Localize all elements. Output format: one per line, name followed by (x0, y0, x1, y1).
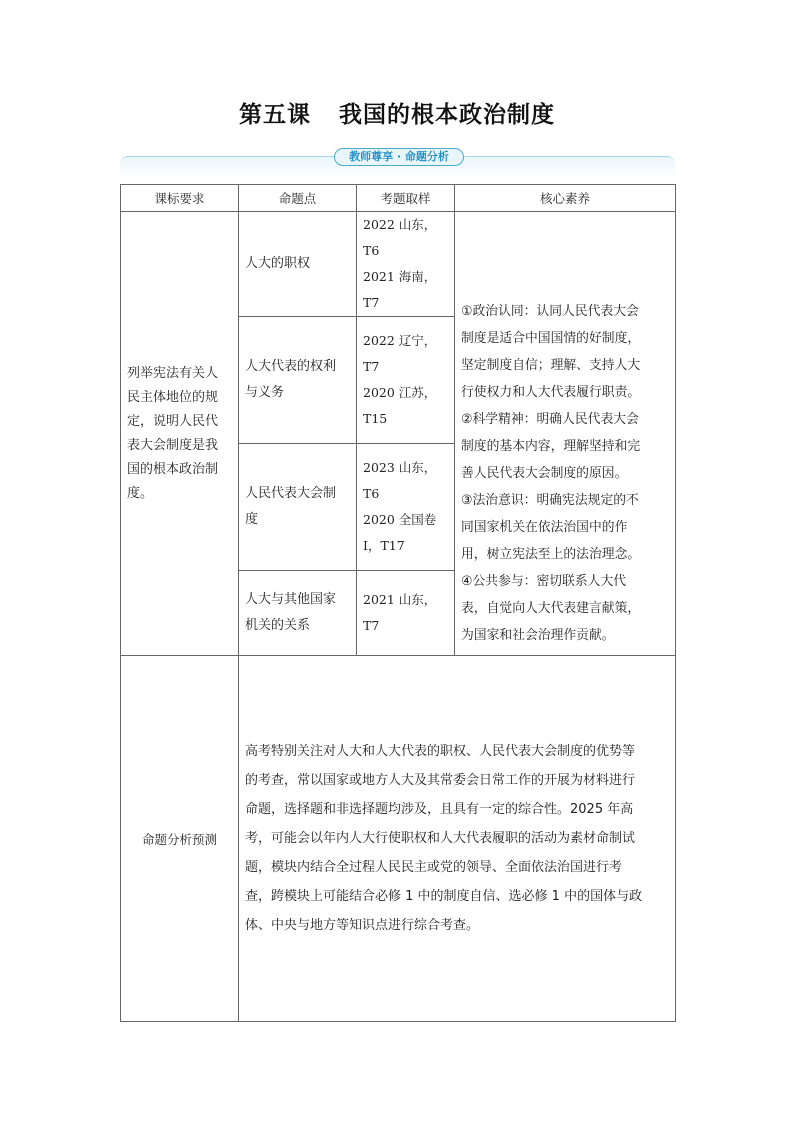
prediction-row (121, 656, 676, 1022)
point-cell: 人大的职权 (239, 212, 357, 317)
point-cell: 人大与其他国家 机关的关系 (239, 571, 357, 656)
header-requirement: 课标要求 (121, 185, 239, 212)
samples-cell: 2022 辽宁， T7 2020 江苏， T15 (357, 317, 455, 444)
page-title (0, 96, 794, 129)
core-line: ②科学精神：明确人民代表大会 (461, 412, 639, 427)
requirement-cell: 列举宪法有关人 民主体地位的规 定，说明人民代 表大会制度是我 国的根本政治制 度。 (121, 212, 239, 656)
core-line: 表，自觉向人大代表建言献策， (461, 601, 641, 616)
header-row (121, 185, 676, 212)
header-core: 核心素养 (455, 185, 676, 212)
core-line: 行使权力和人大代表履行职责。 (461, 385, 641, 400)
table-row (121, 212, 676, 317)
lesson-number: 第五课 (239, 101, 311, 128)
samples-cell: 2022 山东， T6 2021 海南， T7 (357, 212, 455, 317)
point-cell: 人大代表的权利 与义务 (239, 317, 357, 444)
point-cell: 人民代表大会制 度 (239, 444, 357, 571)
prediction-label: 命题分析预测 (121, 656, 239, 1022)
samples-cell: 2021 山东， T7 (357, 571, 455, 656)
banner-label: 教师尊享 · 命题分析 (334, 148, 464, 166)
core-line: 为国家和社会治理作贡献。 (461, 628, 615, 643)
core-line: 坚定制度自信；理解、支持人大 (461, 358, 641, 373)
prediction-text: 高考特别关注对人大和人大代表的职权、人民代表大会制度的优势等 的考查，常以国家或地方人大及其常委会日常工作的开展为材料进行 命题，选择题和非选择题均涉及，且具有一定的综合性。2025 年高 考，可能会以年内人大行使职权和人大代表履职的活动为素材命制试 题，模块内结合全过程人民民主或党的领导、全面依法治国进行考 查，跨模块上可能结合必修 1 中的制度自信、选必修 1 中的国体与政 体、中央与地方等知识点进行综合考查。 (239, 656, 676, 1022)
core-line: 善人民代表大会制度的原因。 (461, 466, 628, 481)
core-line: 制度的基本内容，理解坚持和完 (461, 439, 641, 454)
core-line: 用，树立宪法至上的法治理念。 (461, 547, 641, 562)
analysis-table (120, 184, 676, 1022)
header-samples: 考题取样 (357, 185, 455, 212)
core-line: ③法治意识：明确宪法规定的不 (461, 493, 639, 508)
samples-cell: 2023 山东， T6 2020 全国卷 Ⅰ，T17 (357, 444, 455, 571)
core-line: ④公共参与：密切联系人大代 (461, 574, 627, 589)
core-cell (455, 212, 676, 656)
core-line: 制度是适合中国国情的好制度， (461, 331, 641, 346)
core-text (461, 298, 669, 649)
core-line: 同国家机关在依法治国中的作 (461, 520, 628, 535)
header-point: 命题点 (239, 185, 357, 212)
core-line: ①政治认同：认同人民代表大会 (461, 304, 639, 319)
lesson-name: 我国的根本政治制度 (339, 101, 555, 128)
